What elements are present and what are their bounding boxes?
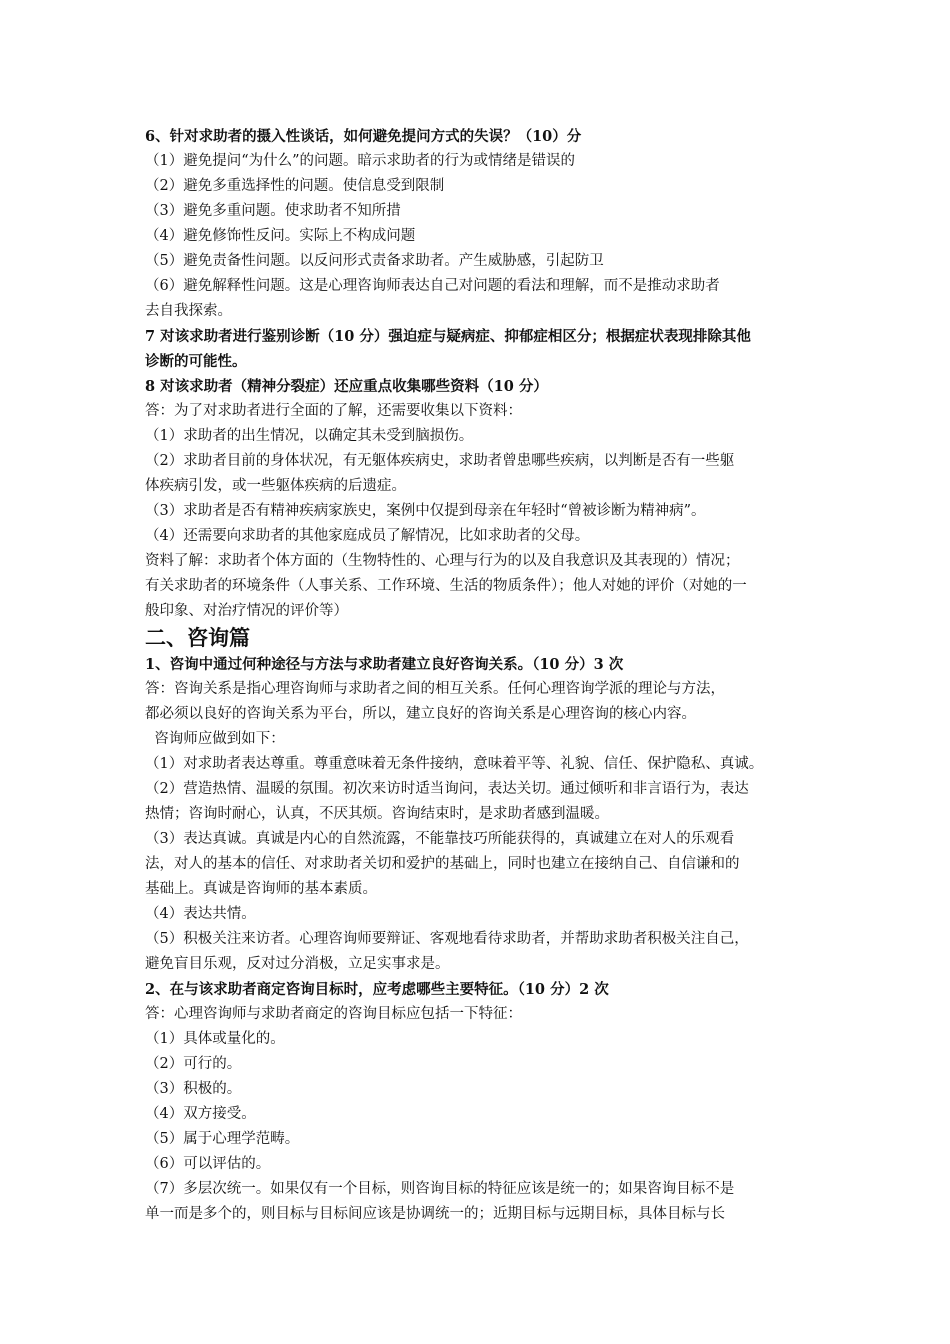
section-2-question-2-line-4: （3）积极的。 bbox=[145, 1081, 242, 1097]
section-2-question-1-line-1: 答：咨询关系是指心理咨询师与求助者之间的相互关系。任何心理咨询学派的理论与方法， bbox=[145, 681, 725, 697]
question-8-line-8: 有关求助者的环境条件（人事关系、工作环境、生活的物质条件）；他人对她的评价（对她的一 bbox=[145, 578, 747, 594]
section-2-question-2-line-3: （2）可行的。 bbox=[145, 1056, 242, 1072]
section-2-question-1-line-3: 咨询师应做到如下： bbox=[145, 731, 285, 747]
question-8-line-4: 体疾病引发，或一些躯体疾病的后遗症。 bbox=[145, 478, 406, 494]
question-8-line-6: （4）还需要向求助者的其他家庭成员了解情况，比如求助者的父母。 bbox=[145, 528, 590, 544]
document-page bbox=[145, 124, 817, 1227]
section-2-question-1-line-8: 法，对人的基本的信任、对求助者关切和爱护的基础上，同时也建立在接纳自己、自信谦和的 bbox=[145, 856, 740, 872]
question-8-line-2: （1）求助者的出生情况，以确定其未受到脑损伤。 bbox=[145, 428, 474, 444]
section-2-question-2-line-7: （6）可以评估的。 bbox=[145, 1156, 271, 1172]
section-2-question-1-line-6: 热情；咨询时耐心，认真，不厌其烦。咨询结束时，是求助者感到温暖。 bbox=[145, 806, 609, 822]
question-7-line-2: 诊断的可能性。 bbox=[145, 353, 247, 370]
section-2-question-1-line-9: 基础上。真诚是咨询师的基本素质。 bbox=[145, 881, 377, 897]
section-2-heading: 二、咨询篇 bbox=[145, 626, 250, 650]
section-2-question-1-line-2: 都必须以良好的咨询关系为平台，所以，建立良好的咨询关系是心理咨询的核心内容。 bbox=[145, 706, 696, 722]
question-8-line-7: 资料了解：求助者个体方面的（生物特性的、心理与行为的以及自我意识及其表现的）情况； bbox=[145, 553, 740, 569]
question-8-title: 8 对该求助者（精神分裂症）还应重点收集哪些资料（10 分） bbox=[145, 378, 548, 395]
section-2-question-1-line-10: （4）表达共情。 bbox=[145, 906, 256, 922]
section-2-question-2-line-8: （7）多层次统一。如果仅有一个目标，则咨询目标的特征应该是统一的；如果咨询目标不是 bbox=[145, 1181, 735, 1197]
question-6-item-4: （4）避免修饰性反问。实际上不构成问题 bbox=[145, 228, 416, 244]
question-6-item-6-cont: 去自我探索。 bbox=[145, 303, 232, 319]
question-6-item-2: （2）避免多重选择性的问题。使信息受到限制 bbox=[145, 178, 445, 194]
question-6-title: 6、针对求助者的摄入性谈话，如何避免提问方式的失误？（10）分 bbox=[145, 128, 582, 145]
section-2-question-2-title: 2、在与该求助者商定咨询目标时，应考虑哪些主要特征。（10 分）2 次 bbox=[145, 981, 609, 998]
section-2-question-1-line-5: （2）营造热情、温暖的氛围。初次来访时适当询问，表达关切。通过倾听和非言语行为，表达 bbox=[145, 781, 749, 797]
section-2-question-2-line-6: （5）属于心理学范畴。 bbox=[145, 1131, 300, 1147]
question-6-item-1: （1）避免提问“为什么”的问题。暗示求助者的行为或情绪是错误的 bbox=[145, 153, 576, 169]
section-2-question-1-line-4: （1）对求助者表达尊重。尊重意味着无条件接纳，意味着平等、礼貌、信任、保护隐私、真诚。 bbox=[145, 756, 764, 772]
question-8-line-1: 答：为了对求助者进行全面的了解，还需要收集以下资料： bbox=[145, 403, 522, 419]
section-2-question-1-line-12: 避免盲目乐观，反对过分消极，立足实事求是。 bbox=[145, 956, 450, 972]
section-2-question-2-line-5: （4）双方接受。 bbox=[145, 1106, 256, 1122]
question-6-item-3: （3）避免多重问题。使求助者不知所措 bbox=[145, 203, 401, 219]
question-7-line-1: 7 对该求助者进行鉴别诊断（10 分）强迫症与疑病症、抑郁症相区分；根据症状表现排除其他 bbox=[145, 328, 751, 345]
section-2-question-1-line-11: （5）积极关注来访者。心理咨询师要辩证、客观地看待求助者，并帮助求助者积极关注自己， bbox=[145, 931, 749, 947]
section-2-question-2-line-9: 单一而是多个的，则目标与目标间应该是协调统一的；近期目标与远期目标，具体目标与长 bbox=[145, 1206, 725, 1222]
question-8-line-9: 般印象、对治疗情况的评价等） bbox=[145, 603, 348, 619]
section-2-question-2-line-1: 答：心理咨询师与求助者商定的咨询目标应包括一下特征： bbox=[145, 1006, 522, 1022]
question-6-item-6: （6）避免解释性问题。这是心理咨询师表达自己对问题的看法和理解，而不是推动求助者 bbox=[145, 278, 720, 294]
section-2-question-1-line-7: （3）表达真诚。真诚是内心的自然流露，不能靠技巧所能获得的，真诚建立在对人的乐观看 bbox=[145, 831, 735, 847]
question-6-item-5: （5）避免责备性问题。以反问形式责备求助者。产生威胁感，引起防卫 bbox=[145, 253, 604, 269]
question-8-line-3: （2）求助者目前的身体状况，有无躯体疾病史，求助者曾患哪些疾病，以判断是否有一些躯 bbox=[145, 453, 735, 469]
section-2-question-2-line-2: （1）具体或量化的。 bbox=[145, 1031, 285, 1047]
section-2-question-1-title: 1、咨询中通过何种途径与方法与求助者建立良好咨询关系。（10 分）3 次 bbox=[145, 656, 624, 673]
question-8-line-5: （3）求助者是否有精神疾病家族史，案例中仅提到母亲在年轻时“曾被诊断为精神病”。 bbox=[145, 503, 706, 519]
